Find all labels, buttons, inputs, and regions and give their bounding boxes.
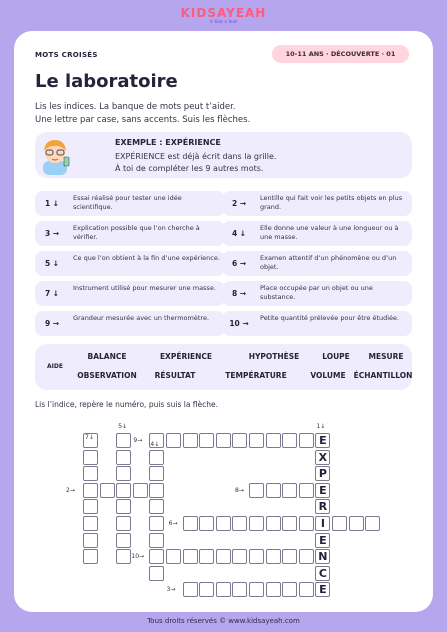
- clue-1: [35, 191, 225, 216]
- crossword-cell-filled[interactable]: E: [315, 433, 330, 448]
- crossword-cell[interactable]: [116, 433, 131, 448]
- word-bank-word: LOUPE: [322, 352, 350, 361]
- clue-marker: 4↓: [150, 440, 160, 448]
- crossword-cell[interactable]: [266, 549, 281, 564]
- crossword-cell[interactable]: [116, 466, 131, 481]
- word-bank-word: TEMPÉRATURE: [225, 371, 287, 380]
- page-title: Le laboratoire: [35, 71, 178, 92]
- crossword-cell[interactable]: [149, 516, 164, 531]
- crossword-cell[interactable]: [183, 433, 198, 448]
- crossword-cell[interactable]: [249, 516, 264, 531]
- crossword-cell[interactable]: [183, 549, 198, 564]
- word-bank-word: VOLUME: [310, 371, 346, 380]
- crossword-cell[interactable]: [299, 582, 314, 597]
- crossword-cell[interactable]: [249, 549, 264, 564]
- crossword-cell-filled[interactable]: R: [315, 499, 330, 514]
- crossword-cell[interactable]: [116, 499, 131, 514]
- crossword-cell[interactable]: [83, 483, 98, 498]
- example-line-2: À toi de compléter les 9 autres mots.: [115, 164, 264, 173]
- crossword-cell[interactable]: [299, 516, 314, 531]
- clue-3: [35, 221, 225, 246]
- clue-number: 1 ↓: [44, 199, 60, 208]
- crossword-cell[interactable]: [232, 516, 247, 531]
- clue-number: 7 ↓: [44, 289, 60, 298]
- crossword-cell[interactable]: [249, 483, 264, 498]
- crossword-cell[interactable]: [232, 433, 247, 448]
- clue-marker: 7↓: [85, 434, 94, 441]
- scientist-avatar-icon: [35, 135, 75, 175]
- crossword-cell[interactable]: [299, 483, 314, 498]
- word-bank-word: RÉSULTAT: [154, 371, 196, 380]
- clue-marker: 10→: [131, 553, 145, 561]
- crossword-cell[interactable]: [116, 516, 131, 531]
- clue-8: [222, 281, 412, 306]
- clue-6: [222, 251, 412, 276]
- crossword-cell[interactable]: [249, 433, 264, 448]
- clue-marker: 5↓: [118, 423, 128, 430]
- category-label: MOTS CROISÉS: [35, 51, 98, 59]
- level-badge: 10-11 ANS · DÉCOUVERTE · 01: [272, 45, 409, 63]
- crossword-cell[interactable]: [149, 533, 164, 548]
- crossword-cell[interactable]: [365, 516, 380, 531]
- crossword-cell[interactable]: [282, 516, 297, 531]
- clue-number: 6 →: [231, 259, 247, 268]
- crossword-cell[interactable]: [149, 549, 164, 564]
- crossword-cell[interactable]: [299, 433, 314, 448]
- intro-line-2: Une lettre par case, sans accents. Suis les flèches.: [35, 115, 251, 125]
- crossword-cell-filled[interactable]: E: [315, 582, 330, 597]
- clue-5: [35, 251, 225, 276]
- clue-marker: 9→: [133, 437, 143, 444]
- word-bank-word: MESURE: [368, 352, 404, 361]
- clue-number: 10 →: [229, 319, 249, 328]
- word-bank-word: ÉCHANTILLON: [353, 371, 413, 380]
- brand-name: KIDSAYEAH: [180, 6, 267, 20]
- clue-number: 8 →: [231, 289, 247, 298]
- clue-text: Petite quantité prélevée pour être étudiée.: [260, 314, 400, 322]
- crossword-cell-filled[interactable]: I: [315, 516, 330, 531]
- crossword-cell[interactable]: [83, 466, 98, 481]
- crossword-cell[interactable]: [232, 549, 247, 564]
- crossword-cell[interactable]: [349, 516, 364, 531]
- clue-text: Explication possible que l’on cherche à vérifier.: [73, 224, 200, 241]
- crossword-cell[interactable]: [216, 582, 231, 597]
- crossword-cell[interactable]: [83, 450, 98, 465]
- crossword-cell[interactable]: [282, 582, 297, 597]
- clue-text: Ce que l’on obtient à la fin d’une expérience.: [73, 254, 220, 262]
- clue-number: 3 →: [44, 229, 60, 238]
- clue-text: Place occupée par un objet ou une substance.: [260, 284, 373, 301]
- crossword-cell[interactable]: [183, 516, 198, 531]
- crossword-cell-filled[interactable]: X: [315, 450, 330, 465]
- word-bank-word: EXPÉRIENCE: [159, 352, 213, 361]
- clue-number: 4 ↓: [231, 229, 247, 238]
- crossword-cell[interactable]: [116, 549, 131, 564]
- crossword-cell[interactable]: [83, 533, 98, 548]
- clue-marker: 2→: [66, 486, 75, 494]
- clue-text: Grandeur mesurée avec un thermomètre.: [73, 314, 210, 322]
- clue-4: [222, 221, 412, 246]
- crossword-cell[interactable]: [83, 549, 98, 564]
- crossword-cell[interactable]: [166, 549, 181, 564]
- crossword-cell[interactable]: [266, 483, 281, 498]
- crossword-cell[interactable]: [199, 582, 214, 597]
- crossword-cell[interactable]: [100, 483, 115, 498]
- crossword-cell[interactable]: [282, 549, 297, 564]
- crossword-cell-filled[interactable]: E: [315, 533, 330, 548]
- crossword-cell[interactable]: [149, 499, 164, 514]
- crossword-cell[interactable]: [199, 516, 214, 531]
- footer-copyright: Tous droits réservés © www.kidsayeah.com: [147, 617, 300, 625]
- crossword-cell[interactable]: [149, 483, 164, 498]
- clue-number: 2 →: [231, 199, 247, 208]
- crossword-cell[interactable]: [133, 483, 148, 498]
- clue-7: [35, 281, 225, 306]
- clue-number: 9 →: [44, 319, 60, 328]
- crossword-cell[interactable]: [216, 433, 231, 448]
- crossword-cell[interactable]: [266, 433, 281, 448]
- crossword-cell[interactable]: [149, 466, 164, 481]
- crossword-cell[interactable]: [149, 450, 164, 465]
- clue-9: [35, 311, 225, 336]
- word-bank-word: HYPOTHÈSE: [248, 352, 300, 361]
- crossword-cell[interactable]: [116, 533, 131, 548]
- clue-text: Examen attentif d’un phénomène ou d’un objet.: [260, 254, 397, 271]
- clue-marker: 3→: [166, 586, 176, 594]
- crossword-cell[interactable]: [149, 566, 164, 581]
- crossword-cell[interactable]: [216, 549, 231, 564]
- clue-2: [222, 191, 412, 216]
- word-bank-word: BALANCE: [87, 352, 127, 361]
- crossword-cell[interactable]: [282, 433, 297, 448]
- clue-10: [222, 311, 412, 336]
- crossword-cell[interactable]: [199, 433, 214, 448]
- crossword-cell[interactable]: [299, 549, 314, 564]
- example-line-1: EXPÉRIENCE est déjà écrit dans la grille.: [115, 152, 277, 161]
- crossword-cell[interactable]: [116, 450, 131, 465]
- crossword-cell[interactable]: [116, 483, 131, 498]
- clue-marker: 1↓: [316, 423, 326, 430]
- crossword-cell[interactable]: [266, 516, 281, 531]
- crossword-cell-filled[interactable]: C: [315, 566, 330, 581]
- example-title: EXEMPLE : EXPÉRIENCE: [115, 138, 221, 147]
- brand-tagline: © Kids a Yeah: [209, 19, 238, 24]
- grid-instruction: Lis l’indice, repère le numéro, puis suis la flèche.: [35, 400, 219, 409]
- worksheet: [14, 31, 433, 612]
- crossword-cell-filled[interactable]: P: [315, 466, 330, 481]
- crossword-cell[interactable]: [249, 582, 264, 597]
- intro-line-1: Lis les indices. La banque de mots peut t’aider.: [35, 102, 236, 112]
- crossword-cell[interactable]: [83, 499, 98, 514]
- crossword-cell-filled[interactable]: N: [315, 549, 330, 564]
- crossword-cell[interactable]: [282, 483, 297, 498]
- clue-text: Lentille qui fait voir les petits objets en plus grand.: [260, 194, 403, 211]
- crossword-cell[interactable]: [232, 582, 247, 597]
- clue-number: 5 ↓: [44, 259, 60, 268]
- word-bank: [35, 344, 412, 390]
- clue-text: Elle donne une valeur à une longueur ou à une masse.: [260, 224, 399, 241]
- crossword-cell[interactable]: [332, 516, 347, 531]
- crossword-cell[interactable]: [199, 549, 214, 564]
- crossword-cell[interactable]: [83, 516, 98, 531]
- clue-text: Instrument utilisé pour mesurer une masse.: [73, 284, 216, 292]
- word-bank-word: OBSERVATION: [77, 371, 137, 380]
- crossword-cell[interactable]: [216, 516, 231, 531]
- crossword-cell[interactable]: [166, 433, 181, 448]
- clue-marker: 6→: [168, 520, 178, 527]
- clue-marker: 8→: [235, 486, 244, 494]
- crossword-cell[interactable]: [266, 582, 281, 597]
- brand-logo: [0, 6, 447, 24]
- clue-text: Essai réalisé pour tester une idée scientifique.: [73, 194, 182, 211]
- crossword-cell[interactable]: [183, 582, 198, 597]
- crossword-cell-filled[interactable]: E: [315, 483, 330, 498]
- word-bank-label: AIDE: [47, 363, 63, 370]
